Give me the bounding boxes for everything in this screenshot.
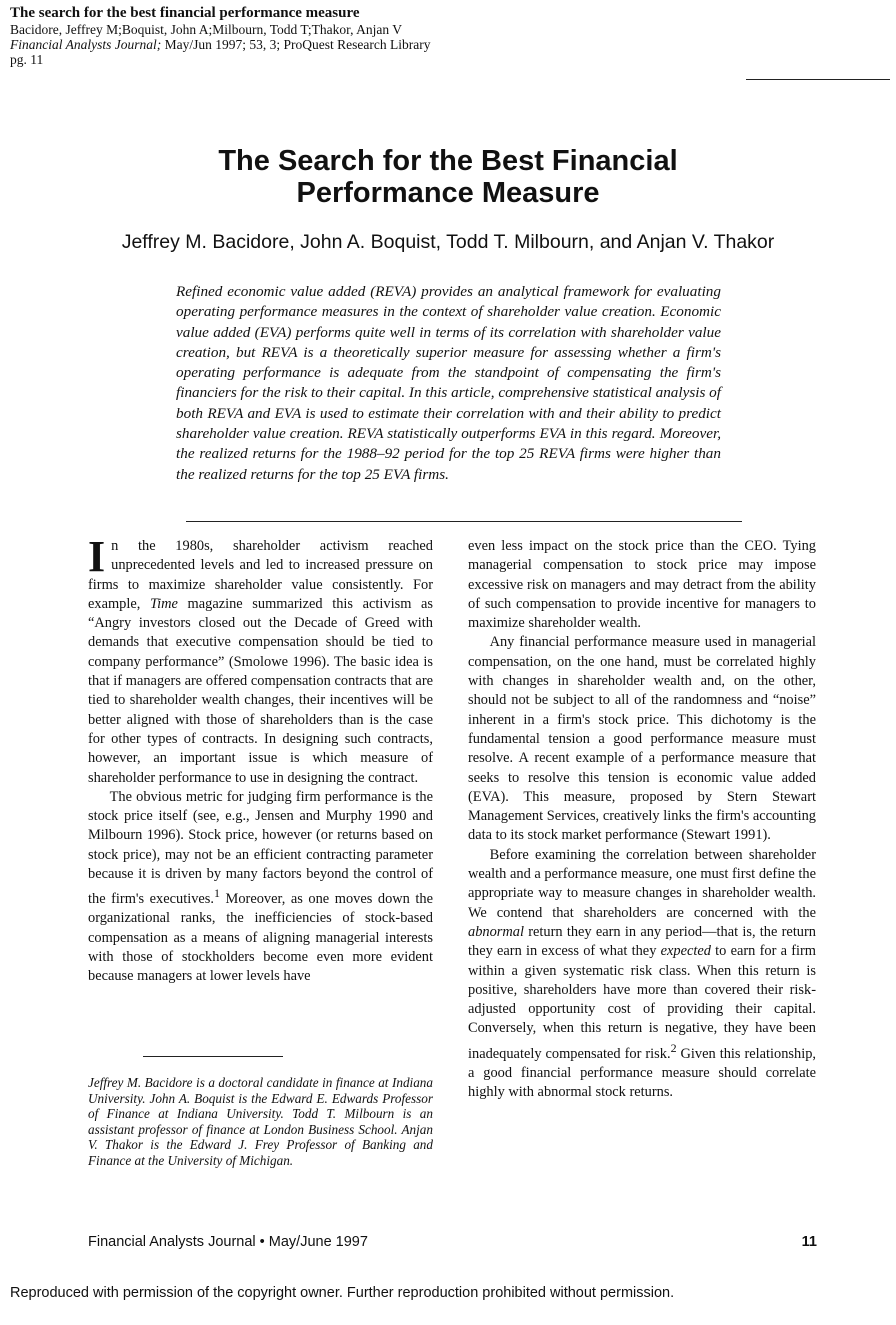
footer-page-number: 11 (801, 1234, 817, 1250)
article-title-line2: Performance Measure (296, 177, 600, 209)
body-column-right (468, 537, 816, 1102)
article-title (0, 145, 896, 209)
body-paragraph-3: even less impact on the stock price than the CEO. Tying managerial compensation to stock price may impose excessive risk on managers and may detract from the ability of such compensation to provide incentive for managers to maximize shareholder wealth. (468, 538, 816, 632)
body-paragraph-1: In the 1980s, shareholder activism reached unprecedented levels and led to increased pressure on firms to maximize shareholder value consistently. For example, Time magazine summarized this activism as “Angry investors closed out the Decade of Greed with demands that executive compensation should be tied to company performance” (Smolowe 1996). The basic idea is that if managers are offered compensation contracts that are tied to shareholder wealth changes, their incentives will be better aligned with those of shareholders than is the case for other types of contracts. In designing such contracts, however, an important issue is which measure of shareholder performance to use in designing the contract. (88, 532, 433, 786)
database-header-journal: Financial Analysts Journal; (10, 37, 162, 52)
body-paragraph-5: Before examining the correlation between shareholder wealth and a performance measure, one must first define the appropriate way to measure changes in shareholder wealth. We contend that shareholders are concerned with the abnormal return they earn in any period—that is, the return they earn in excess of what they expected to earn for a firm within a given systematic risk class. When this return is positive, shareholders have more than covered their risk-adjusted opportunity cost of providing their capital. Conversely, when this return is negative, they have been inadequately compensated for risk.$^2$ Given this relationship, a good financial performance measure should correlate highly with abnormal stock returns. (468, 846, 817, 1101)
time-magazine-ref: Time (149, 595, 178, 612)
database-header-citation (10, 37, 430, 52)
footnote-divider (143, 1056, 283, 1057)
body-column-left (88, 532, 433, 987)
article-title-line1: The Search for the Best Financial (218, 145, 678, 177)
footnote-ref-1: 1 (214, 886, 220, 901)
body-paragraph-4: Any financial performance measure used in managerial compensation, on the one hand, must be correlated highly with changes in shareholder wealth and, on the other, should not be subject to all of the randomness and “noise” inherent in a firm's stock price. This dichotomy is the fundamental tension a good performance measure must resolve. A recent example of a performance measure that seeks to resolve this tension is economic value added (EVA). This measure, proposed by Stern Stewart Management Services, creatively links the firm's accounting data to its stock market performance (Stewart 1991). (468, 634, 816, 844)
database-header-issue: May/Jun 1997; 53, 3; ProQuest Research Library (161, 37, 431, 52)
abstract-divider (186, 521, 742, 522)
database-header-title: The search for the best financial performance measure (10, 5, 360, 21)
header-divider (746, 79, 890, 80)
footnote-ref-2: 2 (670, 1040, 677, 1055)
article-abstract: Refined economic value added (REVA) provides an analytical framework for evaluating operating performance measures in the context of shareholder value creation. Economic value added (EVA) performs quite well in terms of its correlation with shareholder value creation, but REVA is a theoretically superior measure for assessing whether a firm's operating performance is adequate from the standpoint of compensating the firm's financiers for the risk to their capital. In this article, comprehensive statistical analysis of both REVA and EVA is used to estimate their correlation with and their ability to predict shareholder value creation. REVA statistically outperforms EVA in this regard. Moreover, the realized returns for the 1988–92 period for the top 25 REVA firms were higher than the realized returns for the top 25 EVA firms. (176, 283, 721, 483)
database-header-authors: Bacidore, Jeffrey M;Boquist, John A;Milbourn, Todd T;Thakor, Anjan V (10, 22, 402, 37)
body-paragraph-2: The obvious metric for judging firm performance is the stock price itself (see, e.g., Jensen and Murphy 1990 and Milbourn 1996). Stock price, however (or returns based on stock price), may not be an efficient contracting parameter because it is driven by many factors beyond the control of the firm's executives.$^1$ Moreover, as one moves down the organizational ranks, the inefficiencies of stock-based compensation as a means of aligning managerial interests with those of stockholders become even more evident because managers at lower levels have (88, 788, 433, 985)
drop-cap: I (88, 532, 106, 581)
reproduction-notice: Reproduced with permission of the copyright owner. Further reproduction prohibited without permission. (10, 1285, 675, 1301)
article-authors: Jeffrey M. Bacidore, John A. Boquist, Todd T. Milbourn, and Anjan V. Thakor (121, 231, 775, 253)
author-footnote: Jeffrey M. Bacidore is a doctoral candidate in finance at Indiana University. John A. Boquist is the Edward E. Edwards Professor of Finance at Indiana University. Todd T. Milbourn is an assistant professor of finance at London Business School. Anjan V. Thakor is the Edward J. Frey Professor of Banking and Finance at the University of Michigan. (88, 1075, 433, 1168)
footer-journal-info: Financial Analysts Journal • May/June 1997 (88, 1234, 368, 1250)
database-header-page: pg. 11 (10, 52, 44, 67)
